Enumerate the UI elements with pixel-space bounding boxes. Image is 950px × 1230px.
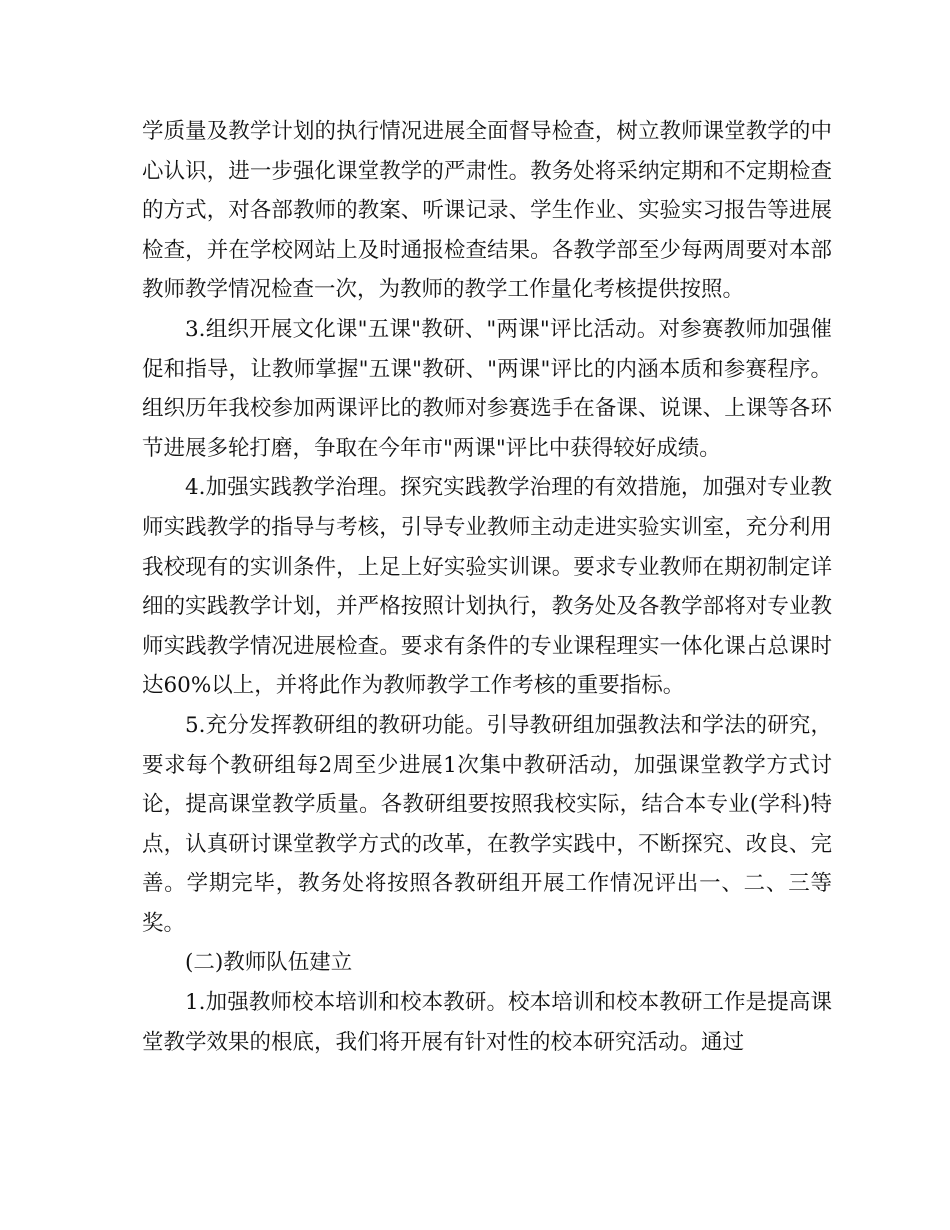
paragraph-item-3-five-lessons: 3.组织开展文化课"五课"教研、"两课"评比活动。对参赛教师加强催促和指导，让教师掌握"五课"教研、"两课"评比的内涵本质和参赛程序。组织历年我校参加两课评比的教师对参赛选手在备课、说课、上课等各环节进展多轮打磨，争取在今年市"两课"评比中获得较好成绩。 — [142, 316, 832, 461]
paragraph-teaching-inspection: 学质量及教学计划的执行情况进展全面督导检查，树立教师课堂教学的中心认识，进一步强化课堂教学的严肃性。教务处将采纳定期和不定期检查的方式，对各部教师的教案、听课记录、学生作业、实验实习报告等进展检查，并在学校网站上及时通报检查结果。各教学部至少每两周要对本部教师教学情况检查一次，为教师的教学工作量化考核提供按照。 — [142, 119, 832, 303]
paragraph-item-5-teaching-research: 5.充分发挥教研组的教研功能。引导教研组加强教法和学法的研究，要求每个教研组每2周至少进展1次集中教研活动，加强课堂教学方式讨论，提高课堂教学质量。各教研组要按照我校实际，结合本专业(学科)特点，认真研讨课堂教学方式的改革，在教学实践中，不断探究、改良、完善。学期完毕，教务处将按照各教研组开展工作情况评出一、二、三等奖。 — [142, 712, 832, 936]
paragraph-item-1-school-training: 1.加强教师校本培训和校本教研。校本培训和校本教研工作是提高课堂教学效果的根底，我们将开展有针对性的校本研究活动。通过 — [142, 990, 832, 1055]
paragraph-item-4-practice-teaching: 4.加强实践教学治理。探究实践教学治理的有效措施，加强对专业教师实践教学的指导与考核，引导专业教师主动走进实验实训室，充分利用我校现有的实训条件，上足上好实验实训课。要求专业教师在期初制定详细的实践教学计划，并严格按照计划执行，教务处及各教学部将对专业教师实践教学情况进展检查。要求有条件的专业课程理实一体化课占总课时达60%以上，并将此作为教师教学工作考核的重要指标。 — [142, 475, 832, 699]
section-heading-teacher-team: (二)教师队伍建立 — [185, 950, 353, 976]
document-body — [142, 112, 832, 1062]
